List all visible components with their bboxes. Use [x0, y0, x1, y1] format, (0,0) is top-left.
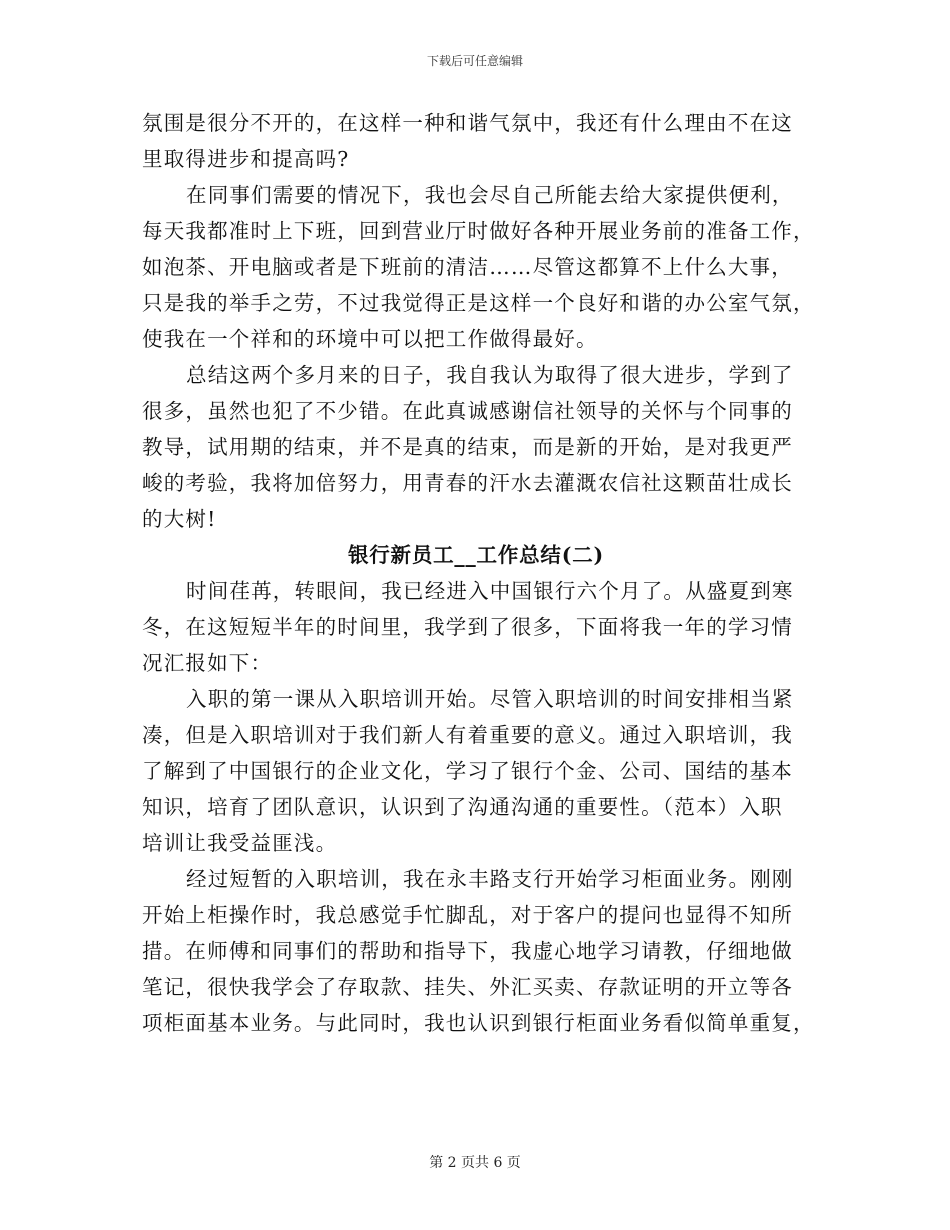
- section-heading: 银行新员工__工作总结(二): [347, 543, 605, 567]
- text-line: 知识，培育了团队意识，认识到了沟通沟通的重要性。（范本）入职: [142, 795, 783, 819]
- text-line: 里取得进步和提高吗?: [142, 147, 350, 171]
- text-line: 教导，试用期的结束，并不是真的结束，而是新的开始，是对我更严: [142, 435, 793, 459]
- text-line: 了解到了中国银行的企业文化，学习了银行个金、公司、国结的基本: [142, 759, 793, 783]
- paragraph-start-line: 总结这两个多月来的日子，我自我认为取得了很大进步，学到了: [186, 363, 794, 387]
- page-header-note: 下载后可任意编辑: [426, 54, 523, 68]
- text-line: 使我在一个祥和的环境中可以把工作做得最好。: [142, 327, 598, 351]
- text-line: 项柜面基本业务。与此同时，我也认识到银行柜面业务看似简单重复，: [142, 1011, 815, 1035]
- text-line: 笔记，很快我学会了存取款、挂失、外汇买卖、存款证明的开立等各: [142, 975, 793, 999]
- text-line: 开始上柜操作时，我总感觉手忙脚乱，对于客户的提问也显得不知所: [142, 903, 793, 927]
- text-line: 只是我的举手之劳，不过我觉得正是这样一个良好和谐的办公室气氛，: [142, 291, 815, 315]
- page-footer-number: 第 2 页共 6 页: [429, 1155, 521, 1171]
- paragraph-start-line: 经过短暂的入职培训，我在永丰路支行开始学习柜面业务。刚刚: [186, 867, 794, 891]
- paragraph-start-line: 在同事们需要的情况下，我也会尽自己所能去给大家提供便利，: [186, 183, 794, 207]
- text-line: 每天我都准时上下班，回到营业厅时做好各种开展业务前的准备工作，: [142, 219, 815, 243]
- text-line: 峻的考验，我将加倍努力，用青春的汗水去灌溉农信社这颗苗壮成长: [142, 471, 793, 495]
- text-line: 很多，虽然也犯了不少错。在此真诚感谢信社领导的关怀与个同事的: [142, 399, 793, 423]
- text-line: 氛围是很分不开的，在这样一种和谐气氛中，我还有什么理由不在这: [142, 111, 793, 135]
- text-line: 如泡茶、开电脑或者是下班前的清洁……尽管这都算不上什么大事，: [142, 255, 793, 279]
- document-body: [142, 105, 815, 1041]
- text-line: 措。在师傅和同事们的帮助和指导下，我虚心地学习请教，仔细地做: [142, 939, 793, 963]
- text-line: 况汇报如下：: [142, 651, 273, 675]
- text-line: 凑，但是入职培训对于我们新人有着重要的意义。通过入职培训，我: [142, 723, 793, 747]
- text-line: 冬，在这短短半年的时间里，我学到了很多，下面将我一年的学习情: [142, 615, 793, 639]
- text-line: 的大树!: [142, 507, 217, 531]
- paragraph-start-line: 入职的第一课从入职培训开始。尽管入职培训的时间安排相当紧: [186, 687, 794, 711]
- text-line: 培训让我受益匪浅。: [142, 831, 338, 855]
- paragraph-start-line: 时间荏苒，转眼间，我已经进入中国银行六个月了。从盛夏到寒: [186, 579, 794, 603]
